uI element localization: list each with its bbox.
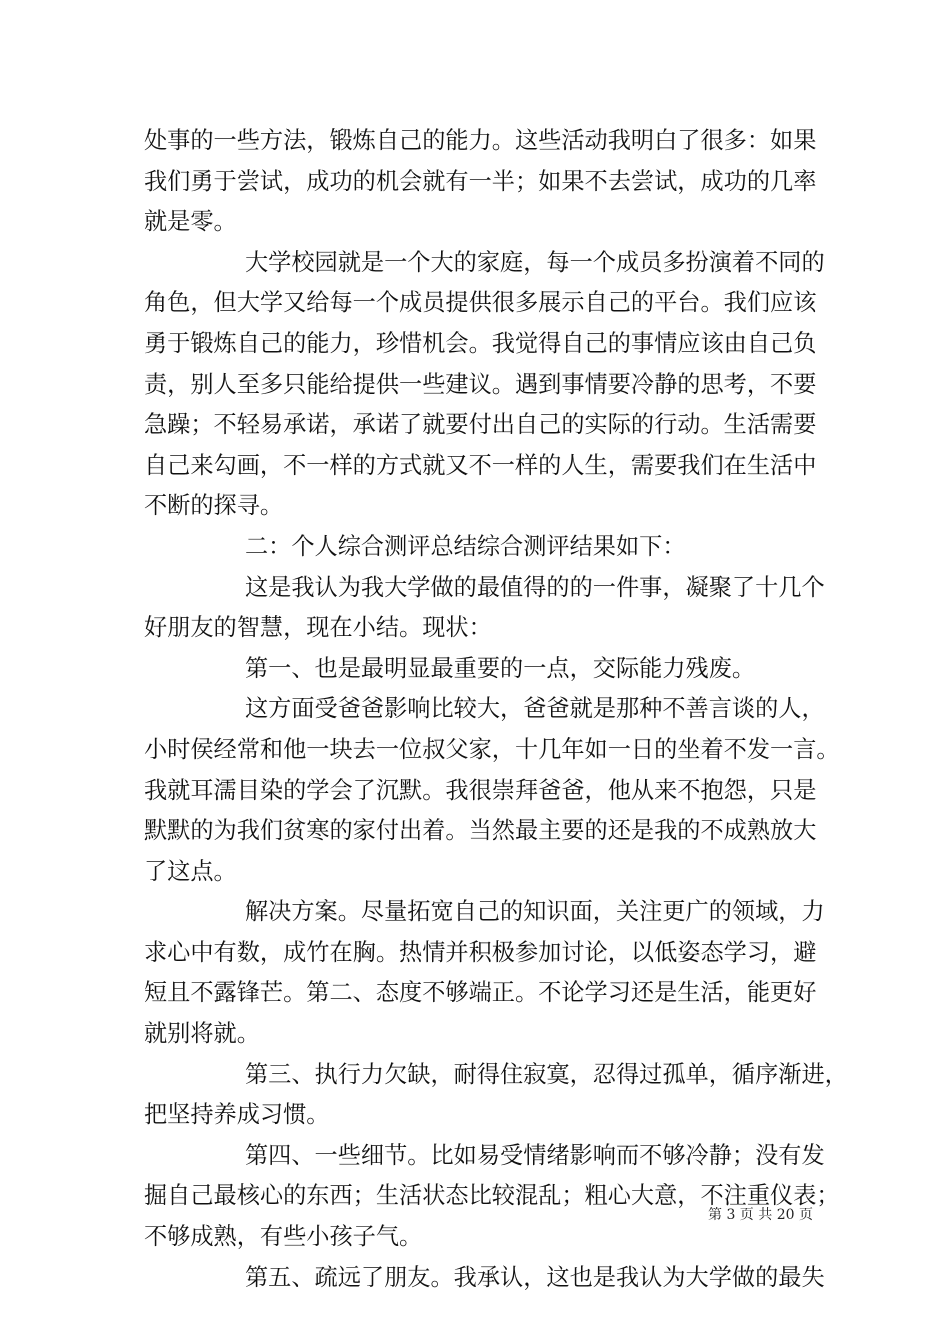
text-line: 责，别人至多只能给提供一些建议。遇到事情要冷静的思考，不要: [144, 370, 817, 398]
text-line: 不断的探寻。: [144, 492, 284, 520]
text-line: 了这点。: [144, 857, 237, 885]
text-line: 我们勇于尝试，成功的机会就有一半；如果不去尝试，成功的几率: [144, 167, 817, 195]
text-line: 自己来勾画，不一样的方式就又不一样的人生，需要我们在生活中: [144, 451, 817, 479]
text-line: 短且不露锋芒。第二、态度不够端正。不论学习还是生活，能更好: [144, 979, 817, 1007]
text-line: 这方面受爸爸影响比较大，爸爸就是那种不善言谈的人，: [245, 695, 825, 723]
text-line: 急躁；不轻易承诺，承诺了就要付出自己的实际的行动。生活需要: [144, 411, 817, 439]
paragraph: [144, 689, 840, 892]
text-line: 大学校园就是一个大的家庭，每一个成员多扮演着不同的: [245, 248, 825, 276]
paragraph: [144, 892, 825, 1054]
document-body: [144, 121, 848, 1298]
text-line: 第四、一些细节。比如易受情绪影响而不够冷静；没有发: [245, 1141, 825, 1169]
text-line: 二：个人综合测评总结综合测评结果如下：: [245, 532, 686, 560]
text-line: 就别将就。: [144, 1020, 260, 1048]
paragraph: [144, 649, 812, 690]
text-line: 角色，但大学又给每一个成员提供很多展示自己的平台。我们应该: [144, 289, 817, 317]
text-line: 第三、执行力欠缺，耐得住寂寞，忍得过孤单，循序渐进，: [245, 1060, 848, 1088]
text-line: 解决方案。尽量拓宽自己的知识面，关注更广的领域，力: [245, 898, 825, 926]
paragraph: [144, 121, 817, 243]
section-heading: [144, 527, 812, 568]
text-line: 好朋友的智慧，现在小结。现状：: [144, 614, 492, 642]
paragraph: [144, 1055, 848, 1136]
page-number: 第 3 页 共 20 页: [708, 1207, 813, 1223]
text-line: 默默的为我们贫寒的家付出着。当然最主要的还是我的不成熟放大: [144, 817, 817, 845]
paragraph: [144, 243, 825, 527]
paragraph: [144, 1136, 840, 1258]
text-line: 第一、也是最明显最重要的一点，交际能力残废。: [245, 654, 756, 682]
paragraph: [144, 568, 825, 649]
text-line: 勇于锻炼自己的能力，珍惜机会。我觉得自己的事情应该由自己负: [144, 329, 817, 357]
text-line: 不够成熟，有些小孩子气。: [144, 1223, 423, 1251]
text-line: 就是零。: [144, 208, 237, 236]
text-line: 第五、疏远了朋友。我承认，这也是我认为大学做的最失: [245, 1263, 825, 1291]
text-line: 我就耳濡目染的学会了沉默。我很崇拜爸爸，他从来不抱怨，只是: [144, 776, 817, 804]
text-line: 处事的一些方法，锻炼自己的能力。这些活动我明白了很多：如果: [144, 127, 817, 154]
text-line: 求心中有数，成竹在胸。热情并积极参加讨论，以低姿态学习，避: [144, 938, 817, 966]
text-line: 这是我认为我大学做的最值得的的一件事，凝聚了十几个: [245, 573, 825, 601]
text-line: 把坚持养成习惯。: [144, 1101, 330, 1129]
text-line: 小时侯经常和他一块去一位叔父家，十几年如一日的坐着不发一言。: [144, 735, 840, 763]
paragraph: [144, 1258, 825, 1299]
text-line: 掘自己最核心的东西；生活状态比较混乱；粗心大意，不注重仪表；: [144, 1182, 840, 1210]
